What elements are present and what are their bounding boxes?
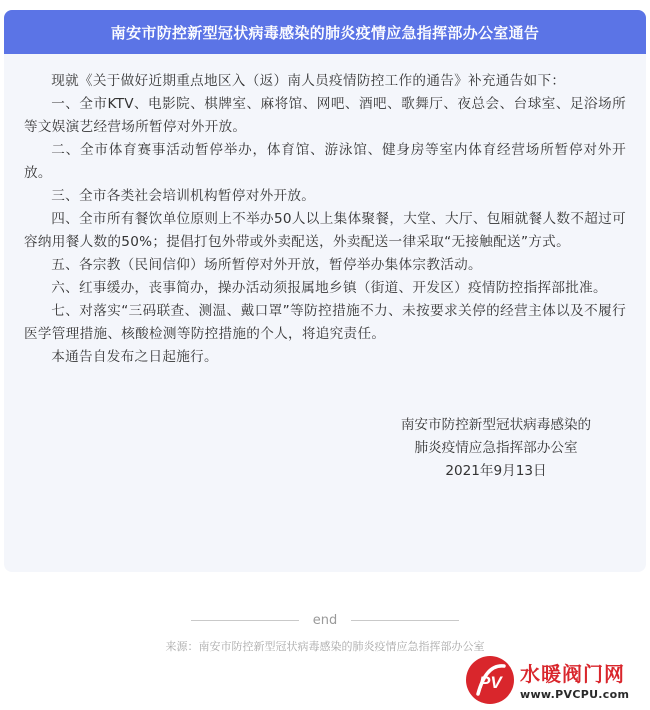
- source-credit: 来源：南安市防控新型冠状病毒感染的肺炎疫情应急指挥部办公室: [165, 640, 485, 653]
- pv-logo-icon: [464, 654, 516, 706]
- end-divider: [0, 610, 650, 630]
- signature-org-line-1: 南安市防控新型冠状病毒感染的: [400, 417, 592, 433]
- end-line-right: [351, 620, 459, 621]
- notice-paragraph-6: 六、红事缓办，丧事简办，操办活动须报属地乡镇（街道、开发区）疫情防控指挥部批准。: [51, 280, 607, 296]
- notice-paragraph-7: 七、对落实“三码联查、测温、戴口罩”等防控措施不力、未按要求关停的经营主体以及不履行医学管理措施、核酸检测等防控措施的个人，将追究责任。: [24, 303, 626, 342]
- signature-org-line-2: 肺炎疫情应急指挥部办公室: [414, 440, 578, 456]
- notice-paragraph-4: 四、全市所有餐饮单位原则上不举办50人以上集体聚餐，大堂、大厅、包厢就餐人数不超过可容纳用餐人数的50%；提倡打包外带或外卖配送，外卖配送一律采取“无接触配送”方式。: [24, 211, 626, 250]
- logo-site-name: 水暖阀门网: [520, 662, 625, 686]
- notice-paragraph-intro: 现就《关于做好近期重点地区入（返）南人员疫情防控工作的通告》补充通告如下：: [51, 73, 566, 89]
- notice-title: 南安市防控新型冠状病毒感染的肺炎疫情应急指挥部办公室通告: [110, 23, 540, 42]
- notice-paragraph-3: 三、全市各类社会培训机构暂停对外开放。: [51, 188, 316, 204]
- end-text: end: [312, 612, 338, 628]
- notice-body: [24, 70, 626, 369]
- notice-paragraph-5: 五、各宗教（民间信仰）场所暂停对外开放，暂停举办集体宗教活动。: [51, 257, 482, 273]
- end-line-left: [191, 620, 299, 621]
- notice-paragraph-2: 二、全市体育赛事活动暂停举办，体育馆、游泳馆、健身房等室内体育经营场所暂停对外开放。: [24, 142, 626, 181]
- notice-title-banner: [4, 10, 646, 54]
- notice-paragraph-1: 一、全市KTV、电影院、棋牌室、麻将馆、网吧、酒吧、歌舞厅、夜总会、台球室、足浴场所等文娱演艺经营场所暂停对外开放。: [24, 96, 626, 135]
- logo-mark-text: PV: [479, 673, 502, 692]
- notice-paragraph-effective: 本通告自发布之日起施行。: [51, 349, 218, 365]
- signature-date: 2021年9月13日: [445, 463, 547, 479]
- watermark-logo: [464, 654, 640, 706]
- notice-signature: [366, 414, 626, 483]
- logo-site-url: www.PVCPU.com: [520, 688, 630, 701]
